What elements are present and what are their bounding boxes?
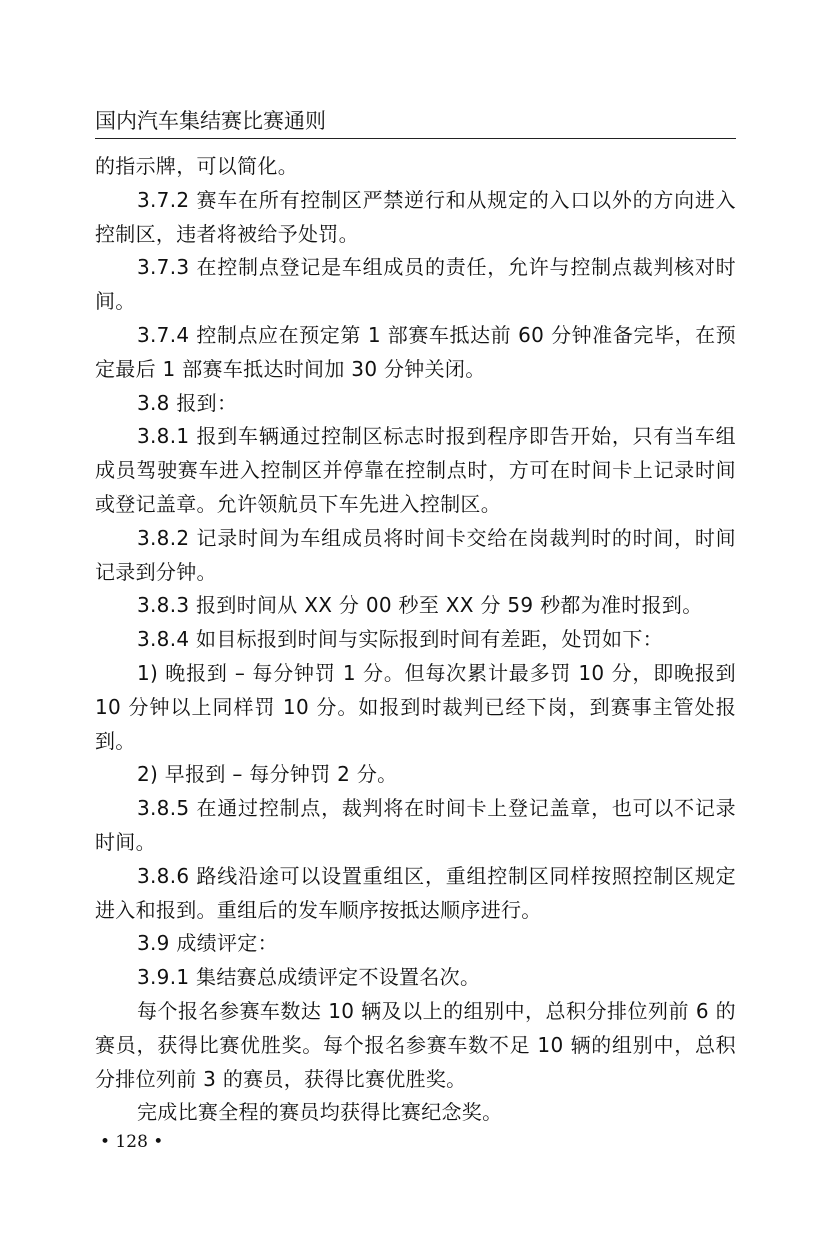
paragraph: 3.7.4 控制点应在预定第 1 部赛车抵达前 60 分钟准备完毕，在预定最后 1 部赛车抵达时间加 30 分钟关闭。 [95, 322, 736, 381]
header-rule [95, 138, 736, 139]
paragraph: 3.8.6 路线沿途可以设置重组区，重组控制区同样按照控制区规定进入和报到。重组后的发车顺序按抵达顺序进行。 [95, 863, 736, 922]
paragraph: 3.9.1 集结赛总成绩评定不设置名次。 [137, 965, 481, 990]
paragraph: 2) 早报到 – 每分钟罚 2 分。 [137, 762, 398, 787]
paragraph: 3.8.3 报到时间从 XX 分 00 秒至 XX 分 59 秒都为准时报到。 [137, 593, 703, 618]
running-header: 国内汽车集结赛比赛通则 [95, 109, 326, 133]
paragraph: 3.7.2 赛车在所有控制区严禁逆行和从规定的入口以外的方向进入控制区，违者将被给予处罚。 [95, 187, 736, 246]
paragraph: 3.8.4 如目标报到时间与实际报到时间有差距，处罚如下： [137, 627, 663, 652]
paragraph: 3.7.3 在控制点登记是车组成员的责任，允许与控制点裁判核对时间。 [95, 255, 736, 314]
paragraph: 3.8.1 报到车辆通过控制区标志时报到程序即告开始，只有当车组成员驾驶赛车进入控制区并停靠在控制点时，方可在时间卡上记录时间或登记盖章。允许领航员下车先进入控制区。 [95, 424, 736, 516]
paragraph: 的指示牌，可以简化。 [95, 154, 298, 178]
paragraph: 完成比赛全程的赛员均获得比赛纪念奖。 [137, 1100, 503, 1125]
paragraph: 3.8.5 在通过控制点，裁判将在时间卡上登记盖章，也可以不记录时间。 [95, 796, 736, 854]
paragraph: 1) 晚报到 – 每分钟罚 1 分。但每次累计最多罚 10 分，即晚报到 10 分钟以上同样罚 10 分。如报到时裁判已经下岗，到赛事主管处报到。 [95, 660, 736, 753]
paragraph: 每个报名参赛车数达 10 辆及以上的组别中，总积分排位列前 6 的赛员，获得比赛优胜奖。每个报名参赛车数不足 10 辆的组别中，总积分排位列前 3 的赛员，获得比赛优胜奖。 [95, 998, 736, 1091]
page-number: • 128 • [100, 1132, 164, 1152]
paragraph: 3.8 报到： [137, 390, 238, 415]
paragraph: 3.8.2 记录时间为车组成员将时间卡交给在岗裁判时的时间，时间记录到分钟。 [95, 525, 736, 584]
body-text [95, 150, 736, 1130]
paragraph: 3.9 成绩评定： [137, 931, 278, 956]
